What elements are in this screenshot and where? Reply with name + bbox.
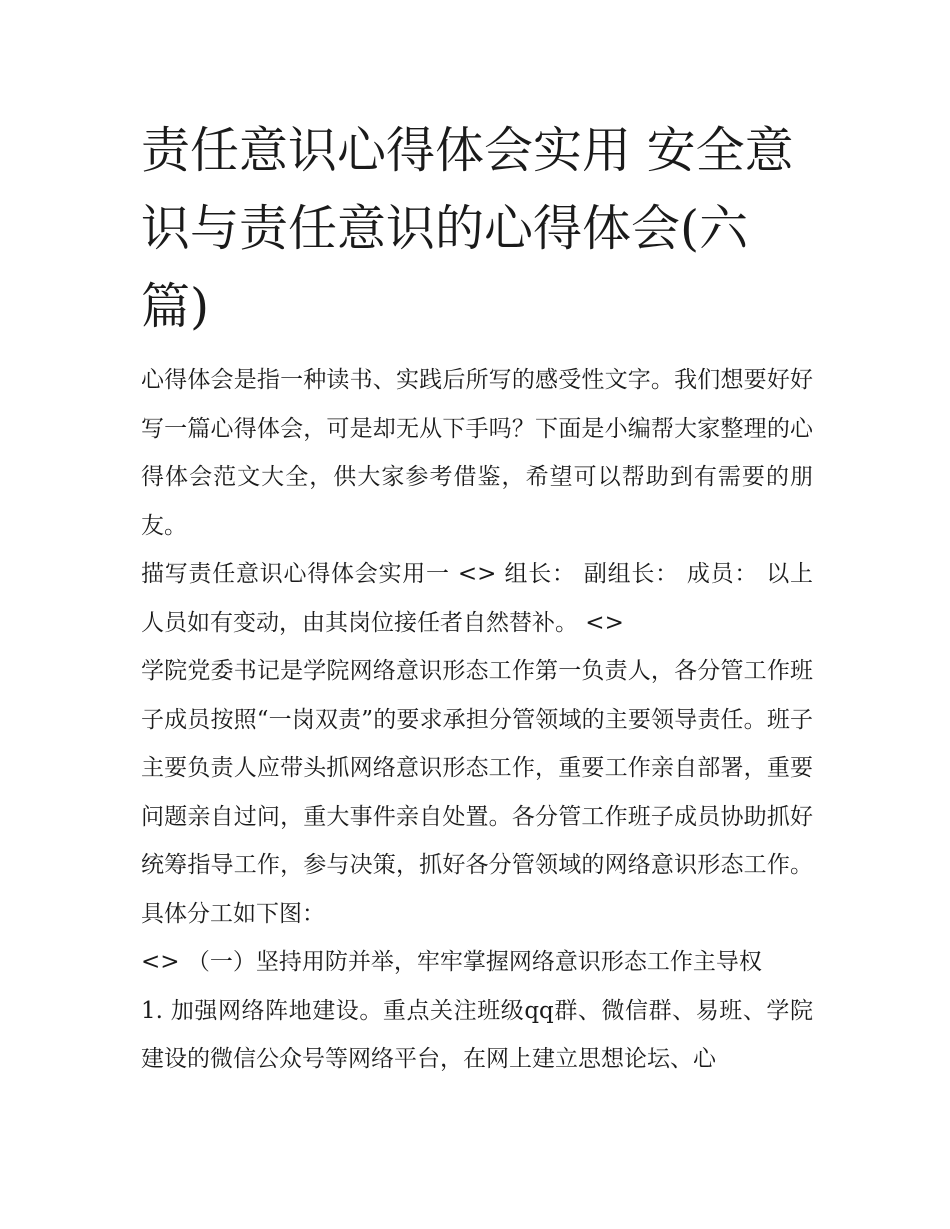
intro-paragraph: 心得体会是指一种读书、实践后所写的感受性文字。我们想要好好写一篇心得体会，可是却无从下手吗？下面是小编帮大家整理的心得体会范文大全，供大家参考借鉴，希望可以帮助到有需要的朋友。 <box>141 367 813 539</box>
section-one-paragraph: 描写责任意识心得体会实用一 <> 组长： 副组长： 成员： 以上人员如有变动，由其岗位接任者自然替补。 <> <box>141 561 813 636</box>
section-heading-paragraph: <> （一）坚持用防并举，牢牢掌握网络意识形态工作主导权 <box>141 949 762 975</box>
document-title: 责任意识心得体会实用 安全意识与责任意识的心得体会(六篇) <box>141 122 794 335</box>
numbered-item-paragraph: 1. 加强网络阵地建设。重点关注班级qq群、微信群、易班、学院建设的微信公众号等网络平台，在网上建立思想论坛、心 <box>141 997 813 1072</box>
responsibility-paragraph: 学院党委书记是学院网络意识形态工作第一负责人，各分管工作班子成员按照“一岗双责”的要求承担分管领域的主要领导责任。班子主要负责人应带头抓网络意识形态工作，重要工作亲自部署，重要问题亲自过问，重大事件亲自处置。各分管工作班子成员协助抓好统筹指导工作，参与决策，抓好各分管领域的网络意识形态工作。具体分工如下图： <box>141 658 813 927</box>
document-page <box>141 112 813 1084</box>
